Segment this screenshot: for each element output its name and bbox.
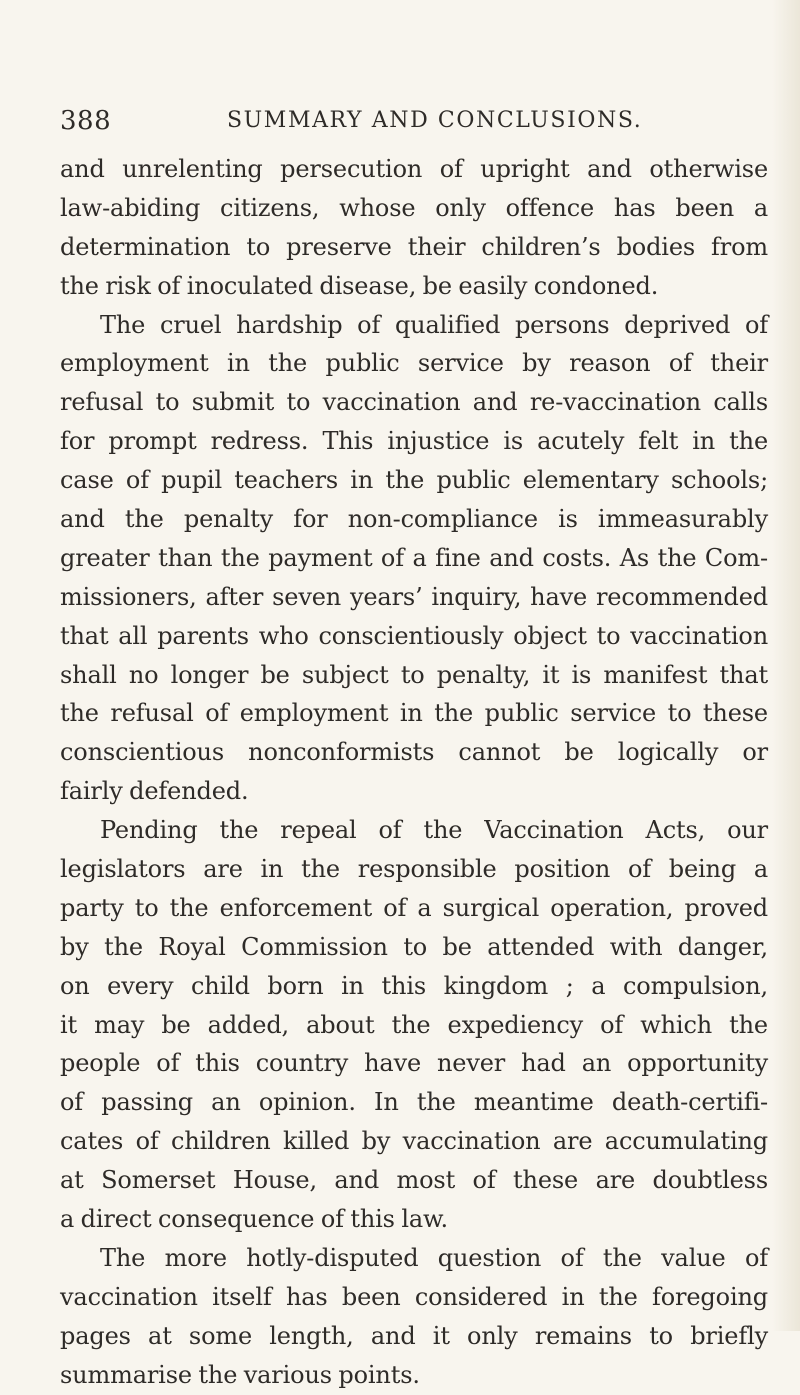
text-line: cates of children killed by vaccination are accumulating: [60, 1127, 768, 1156]
body-text: [60, 150, 768, 1395]
text-line: fairly defended.: [60, 777, 249, 806]
text-line: a direct consequence of this law.: [60, 1205, 449, 1234]
text-line: on every child born in this kingdom ; a compulsion,: [60, 971, 768, 1000]
paragraph-3: [60, 811, 768, 1239]
text-line: missioners, after seven years’ inquiry, have recommended: [60, 582, 768, 611]
text-line: greater than the payment of a fine and costs. As the Com-: [60, 543, 768, 572]
text-line: at Somerset House, and most of these are doubtless: [60, 1166, 768, 1195]
text-line: legislators are in the responsible position of being a: [60, 855, 768, 884]
text-line: conscientious nonconformists cannot be logically or: [60, 738, 768, 767]
paragraph-2: [60, 306, 768, 812]
text-line: that all parents who conscientiously object to vaccination: [60, 621, 768, 650]
paragraph-1: [60, 150, 768, 306]
paragraph-4: [60, 1239, 768, 1395]
text-line: case of pupil teachers in the public elementary schools;: [60, 466, 768, 495]
text-line: pages at some length, and it only remains to briefly: [60, 1321, 768, 1350]
text-line: the refusal of employment in the public service to these: [60, 699, 768, 728]
text-line: employment in the public service by reason of their: [60, 349, 768, 378]
text-line: The cruel hardship of qualified persons deprived of: [100, 310, 768, 339]
page-edge-shading: [772, 0, 800, 1331]
running-title: SUMMARY AND CONCLUSIONS.: [227, 108, 643, 133]
text-line: people of this country have never had an opportunity: [60, 1049, 768, 1078]
text-line: it may be added, about the expediency of which the: [60, 1010, 768, 1039]
text-line: summarise the various points.: [60, 1360, 420, 1389]
text-line: The more hotly-disputed question of the value of: [100, 1243, 768, 1272]
page-header: [60, 101, 760, 141]
text-line: of passing an opinion. In the meantime death-certifi-: [60, 1088, 768, 1117]
text-line: determination to preserve their children’s bodies from: [60, 232, 768, 261]
text-line: the risk of inoculated disease, be easily condoned.: [60, 271, 659, 300]
text-line: shall no longer be subject to penalty, it is manifest that: [60, 660, 768, 689]
text-line: law-abiding citizens, whose only offence has been a: [60, 193, 768, 222]
text-line: refusal to submit to vaccination and re-vaccination calls: [60, 388, 768, 417]
page-number: 388: [60, 106, 112, 136]
text-line: vaccination itself has been considered in the foregoing: [60, 1282, 768, 1311]
text-line: party to the enforcement of a surgical operation, proved: [60, 893, 768, 922]
text-line: by the Royal Commission to be attended with danger,: [60, 932, 768, 961]
text-line: for prompt redress. This injustice is acutely felt in the: [60, 427, 768, 456]
text-line: and the penalty for non-compliance is immeasurably: [60, 505, 768, 534]
text-line: and unrelenting persecution of upright and otherwise: [60, 155, 768, 183]
text-line: Pending the repeal of the Vaccination Acts, our: [100, 816, 768, 845]
